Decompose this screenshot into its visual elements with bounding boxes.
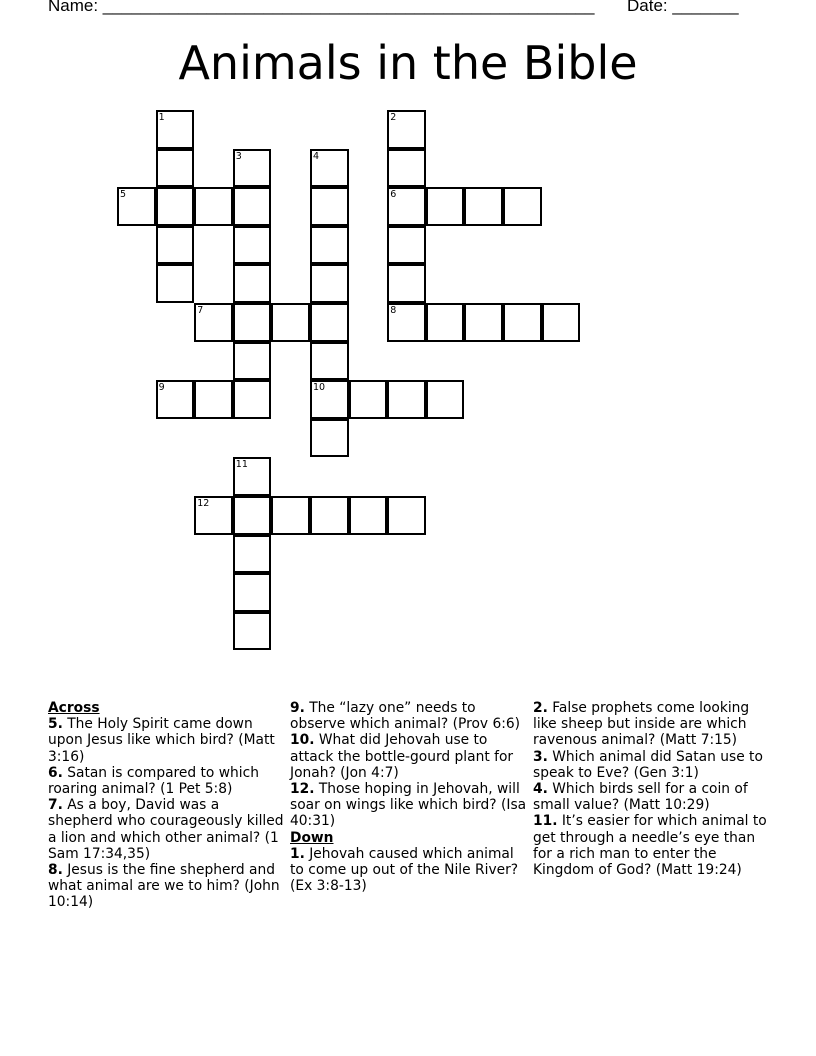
cell-number: 3 bbox=[235, 150, 242, 162]
clue-number: 3. bbox=[533, 748, 548, 765]
crossword-cell[interactable] bbox=[542, 303, 581, 342]
clue-down-2 bbox=[533, 700, 771, 749]
crossword-cell[interactable] bbox=[117, 187, 156, 226]
crossword-cell[interactable] bbox=[310, 342, 349, 381]
clue-text: Those hoping in Jehovah, will soar on wings like which bird? (Isa 40:31) bbox=[290, 781, 527, 830]
crossword-cell[interactable] bbox=[310, 380, 349, 419]
crossword-cell[interactable] bbox=[233, 226, 272, 265]
crossword-cell[interactable] bbox=[387, 226, 426, 265]
clue-down-4 bbox=[533, 781, 771, 813]
clue-text: Jesus is the fine shepherd and what animal are we to him? (John 10:14) bbox=[48, 862, 280, 911]
clue-down-11 bbox=[533, 813, 771, 878]
crossword-cell[interactable] bbox=[310, 264, 349, 303]
crossword-cell[interactable] bbox=[349, 380, 388, 419]
crossword-cell[interactable] bbox=[233, 187, 272, 226]
crossword-cell[interactable] bbox=[156, 187, 195, 226]
crossword-cell[interactable] bbox=[387, 496, 426, 535]
clue-number: 4. bbox=[533, 781, 548, 798]
crossword-cell[interactable] bbox=[194, 187, 233, 226]
clue-number: 9. bbox=[290, 700, 305, 716]
clue-text: What did Jehovah use to attack the bottle-gourd plant for Jonah? (Jon 4:7) bbox=[290, 732, 514, 781]
clue-number: 2. bbox=[533, 700, 548, 716]
cell-number: 2 bbox=[390, 112, 397, 123]
clue-down-1 bbox=[290, 846, 528, 895]
crossword-cell[interactable] bbox=[156, 110, 195, 149]
crossword-cell[interactable] bbox=[233, 457, 272, 496]
crossword-cell[interactable] bbox=[349, 496, 388, 535]
crossword-cell[interactable] bbox=[503, 187, 542, 226]
clue-across-7 bbox=[48, 797, 286, 862]
crossword-cell[interactable] bbox=[233, 535, 272, 574]
date-field-label[interactable]: Date: _______ bbox=[627, 0, 739, 15]
crossword-cell[interactable] bbox=[310, 187, 349, 226]
crossword-cell[interactable] bbox=[310, 496, 349, 535]
clue-number: 6. bbox=[48, 764, 63, 781]
cell-number: 1 bbox=[158, 112, 165, 123]
crossword-cell[interactable] bbox=[271, 496, 310, 535]
clue-text: Which animal did Satan use to speak to Eve? (Gen 3:1) bbox=[533, 748, 763, 781]
crossword-cell[interactable] bbox=[310, 303, 349, 342]
crossword-cell[interactable] bbox=[426, 187, 465, 226]
clue-text: As a boy, David was a shepherd who courageously killed a lion and which other animal? (1 Sam 17:34,35) bbox=[48, 797, 284, 862]
crossword-cell[interactable] bbox=[194, 380, 233, 419]
crossword-cell[interactable] bbox=[387, 380, 426, 419]
crossword-cell[interactable] bbox=[387, 149, 426, 188]
crossword-cell[interactable] bbox=[387, 187, 426, 226]
crossword-cell[interactable] bbox=[233, 496, 272, 535]
crossword-cell[interactable] bbox=[233, 264, 272, 303]
page-title: Animals in the Bible bbox=[178, 36, 638, 90]
crossword-cell[interactable] bbox=[503, 303, 542, 342]
clue-text: Which birds sell for a coin of small value? (Matt 10:29) bbox=[533, 781, 748, 814]
clue-text: Jehovah caused which animal to come up out of the Nile River? (Ex 3:8-13) bbox=[290, 845, 519, 895]
clue-across-6 bbox=[48, 765, 286, 797]
crossword-cell[interactable] bbox=[310, 419, 349, 458]
clue-number: 5. bbox=[48, 716, 63, 733]
crossword-cell[interactable] bbox=[310, 149, 349, 188]
crossword-cell[interactable] bbox=[233, 573, 272, 612]
name-field-label[interactable]: Name: ____________________________________________________ bbox=[48, 0, 595, 15]
crossword-cell[interactable] bbox=[156, 226, 195, 265]
clues-column-3 bbox=[533, 700, 771, 878]
crossword-cell[interactable] bbox=[233, 303, 272, 342]
clues-column-2 bbox=[290, 700, 528, 894]
crossword-cell[interactable] bbox=[426, 303, 465, 342]
clue-number: 7. bbox=[48, 797, 63, 814]
cell-number: 4 bbox=[313, 150, 320, 162]
clue-text: The “lazy one” needs to observe which animal? (Prov 6:6) bbox=[290, 700, 521, 733]
crossword-cell[interactable] bbox=[310, 226, 349, 265]
clue-number: 1. bbox=[290, 845, 305, 862]
crossword-cell[interactable] bbox=[387, 110, 426, 149]
crossword-cell[interactable] bbox=[156, 149, 195, 188]
clue-number: 11. bbox=[533, 813, 558, 830]
clue-across-10 bbox=[290, 732, 528, 781]
crossword-cell[interactable] bbox=[156, 380, 195, 419]
crossword-cell[interactable] bbox=[271, 303, 310, 342]
crossword-cell[interactable] bbox=[194, 496, 233, 535]
crossword-cell[interactable] bbox=[233, 342, 272, 381]
clue-text: Satan is compared to which roaring animal? (1 Pet 5:8) bbox=[48, 764, 259, 798]
clue-number: 10. bbox=[290, 732, 315, 749]
cell-number: 9 bbox=[158, 382, 165, 394]
cell-number: 12 bbox=[197, 498, 210, 509]
cell-number: 7 bbox=[197, 305, 204, 316]
cell-number: 10 bbox=[313, 382, 326, 394]
clue-down-3 bbox=[533, 749, 771, 781]
crossword-cell[interactable] bbox=[194, 303, 233, 342]
clue-text: It’s easier for which animal to get through a needle’s eye than for a rich man to enter the Kingdom of God? (Matt 19:24) bbox=[533, 813, 767, 879]
crossword-cell[interactable] bbox=[464, 303, 503, 342]
clues-column-1 bbox=[48, 700, 286, 911]
crossword-cell[interactable] bbox=[387, 264, 426, 303]
clue-number: 12. bbox=[290, 781, 315, 798]
crossword-cell[interactable] bbox=[387, 303, 426, 342]
clue-number: 8. bbox=[48, 862, 63, 879]
cell-number: 5 bbox=[120, 189, 127, 201]
crossword-cell[interactable] bbox=[464, 187, 503, 226]
cell-number: 6 bbox=[390, 189, 397, 201]
clue-across-5 bbox=[48, 716, 286, 765]
across-heading: Across bbox=[48, 700, 100, 716]
clue-text: False prophets come looking like sheep but inside are which ravenous animal? (Matt 7:15) bbox=[533, 700, 750, 749]
clue-across-8 bbox=[48, 862, 286, 911]
clue-across-9 bbox=[290, 700, 528, 732]
crossword-cell[interactable] bbox=[233, 380, 272, 419]
clue-across-12 bbox=[290, 781, 528, 830]
cell-number: 11 bbox=[235, 459, 248, 471]
clue-text: The Holy Spirit came down upon Jesus like which bird? (Matt 3:16) bbox=[48, 716, 275, 765]
crossword-cell[interactable] bbox=[426, 380, 465, 419]
cell-number: 8 bbox=[390, 305, 397, 316]
crossword-cell[interactable] bbox=[233, 149, 272, 188]
down-heading: Down bbox=[290, 829, 334, 846]
crossword-cell[interactable] bbox=[156, 264, 195, 303]
crossword-cell[interactable] bbox=[233, 612, 272, 651]
